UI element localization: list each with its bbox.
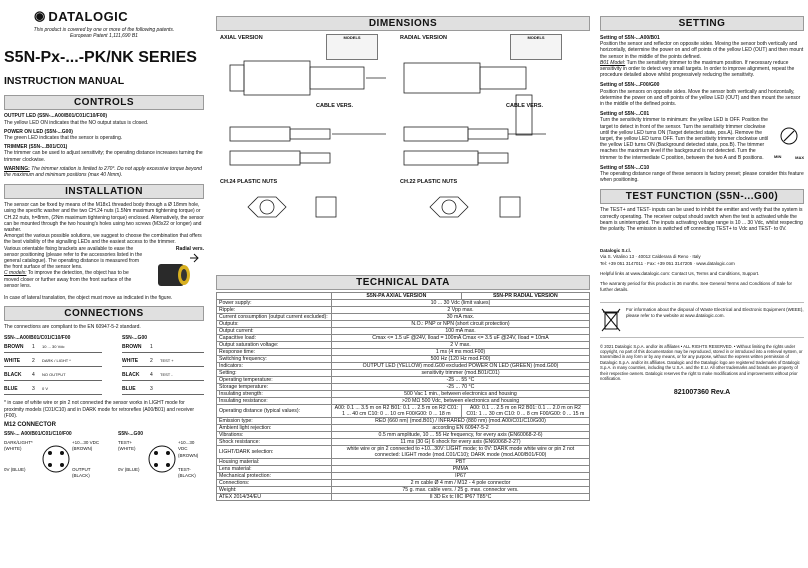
spec-value: Cmax <= 1.5 uF @24V, Iload = 100mA Cmax <= 3.5 uF @24V, Iload = 10mA: [332, 335, 590, 342]
wiring-right-title: S5N-...G00: [122, 335, 148, 342]
spec-row: [217, 349, 590, 356]
weee-notice: [600, 302, 804, 338]
spec-value: 11 ms (30 G) 6 shock for every axis (EN60068-2-27): [332, 439, 590, 446]
spec-row: [217, 335, 590, 342]
setting-title: Setting of S5N-...A00/B01: [600, 35, 660, 41]
wiring-left-title: S5N-...A00/B01/C01/C10/F00: [4, 335, 71, 342]
m12-pin-label: TEST- (BLACK): [178, 467, 196, 479]
wire-color: BROWN: [122, 343, 142, 350]
spec-label: Housing material:: [217, 459, 332, 466]
spec-label: Ripple:: [217, 307, 332, 314]
middle-column: [216, 0, 590, 568]
spec-row: [217, 328, 590, 335]
cable-label: CABLE VERS.: [316, 103, 353, 109]
test-text: The TEST+ and TEST- inputs can be used to inhibit the emitter and verify that the system is correctly operating. The receiver output should switch when the test is activated while the beam is uninterrupted. The inputs activating voltage range is 10 ... 30 Vdc, whilst respecting the polarity. The emission is switched off connecting TEST+ to Vdc and TEST- to 0V.: [600, 207, 803, 233]
control-title: TRIMMER (S5N-...B01/C01): [4, 144, 68, 151]
series-title: S5N-Px-...-PK/NK SERIES: [4, 49, 197, 67]
wire-function: NO OUTPUT: [42, 372, 66, 378]
wire-pin-number: 2: [32, 357, 35, 364]
c-models-label: C models:: [4, 270, 27, 277]
spec-label: Setting:: [217, 370, 332, 377]
wire-function: TEST +: [160, 358, 174, 364]
control-text: The yellow LED ON indicates that the NO output status is closed.: [4, 119, 149, 126]
spec-label: Emission type:: [217, 418, 332, 425]
company-info: [600, 248, 804, 293]
left-column: [4, 0, 204, 568]
technical-heading: TECHNICAL DATA: [216, 275, 590, 290]
weee-bin-icon: [600, 307, 622, 333]
wire-row: [4, 355, 102, 367]
control-title: OUTPUT LED (S5N-...A00/B01/C01/C10/F00): [4, 113, 108, 120]
spec-label: LIGHT/DARK selection:: [217, 446, 332, 459]
column-header-axial: S5N-PA AXIAL VERSION: [332, 293, 462, 300]
spec-value: 0.5 mm amplitude, 10 ... 55 Hz frequency, for every axis (EN60068-2-6): [332, 432, 590, 439]
m12-pin-label: OUTPUT (BLACK): [72, 467, 91, 479]
spec-value: IP67: [332, 473, 590, 480]
m12-pin-label: +10...30 VDC (BROWN): [178, 440, 199, 458]
spec-row: [217, 473, 590, 480]
spec-row: [217, 307, 590, 314]
spec-value: 75 g. max. cable vers. / 25 g. max. connector vers.: [332, 487, 590, 494]
datalogic-logo: [34, 8, 204, 24]
spec-row: [217, 370, 590, 377]
m12-pin-label: 0V (BLUE): [4, 467, 26, 473]
radial-label: RADIAL VERSION: [400, 35, 447, 41]
spec-value: 100 mA max.: [332, 328, 590, 335]
control-title: POWER ON LED (S5N-...G00): [4, 128, 73, 135]
knob-max-label: MAX: [795, 154, 804, 160]
warranty-text: The warranty period for this product is 36 months. See General Terms and Conditions of Sale for further details.: [600, 281, 793, 293]
spec-label: Outputs:: [217, 321, 332, 328]
wire-pin-number: 4: [150, 371, 153, 378]
wire-color: BLUE: [122, 385, 136, 392]
wire-pin-number: 2: [150, 357, 153, 364]
spec-value: 10 ... 30 Vdc (limit values): [332, 300, 590, 307]
spec-value: according EN 60947-5-2: [332, 425, 590, 432]
installation-text: Various orientable fixing brackets are available to ease the sensor positioning (please refer to the accessories listed in the general catalogue). The operating distance is measured from the front surface of the sensor lens.: [4, 245, 143, 271]
spec-value: 2 m cable Ø 4 mm / M12 - 4 pole connector: [332, 480, 590, 487]
m12-left-title: S5N-... A00/B01/C01/C10/F00: [4, 431, 72, 438]
cable-label: CABLE VERS.: [506, 103, 543, 109]
spec-label: Shock resistance:: [217, 439, 332, 446]
m12-pin-label: TEST+ (WHITE): [118, 440, 136, 452]
spec-row: [217, 418, 590, 425]
spec-value: PMMA: [332, 466, 590, 473]
wire-pin-number: 3: [32, 385, 35, 392]
models-label: MODELS: [527, 35, 545, 40]
spec-value: 500 Vac 1 min., between electronics and housing: [332, 391, 590, 398]
spec-value: RED (660 nm) (mod.B01) / INFRARED (880 nm) (mod.A00/C01/C10/G00): [332, 418, 590, 425]
controls-section: [4, 113, 204, 178]
spec-row: [217, 439, 590, 446]
spec-value: PBT: [332, 459, 590, 466]
axial-label: AXIAL VERSION: [220, 35, 263, 41]
wire-color: BLUE: [4, 385, 18, 392]
setting-text: Position the sensors on opposite sides. Move the sensor both vertically and horizontally, determine the power on and off points of the yellow LED (OUT) and then mount the sensor in the middle of the defined points.: [600, 88, 801, 108]
spec-value: 2 Vpp max.: [332, 307, 590, 314]
company-name: Datalogic S.r.l.: [600, 248, 632, 254]
wire-row: [122, 341, 204, 353]
installation-text: To improve the detection, the object has to be moved closer or further away from the front surface of the sensor lens.: [4, 270, 132, 289]
spec-label: Current consumption (output current excluded):: [217, 314, 332, 321]
sensor-drawing-icon: [146, 252, 204, 290]
right-column: [600, 0, 804, 568]
m12-pin-label: DARK/LIGHT* (WHITE): [4, 440, 33, 452]
setting-text: Position the sensor and reflector on opposite sides. Moving the sensor both vertically and horizontally, determine the power on and off points of the yellow LED (OUT) and then mount the sensor in the middle of the points defined.: [600, 41, 804, 60]
m12-pin-label: 0V (BLUE): [118, 467, 140, 473]
m12-title: M12 CONNECTOR: [4, 422, 56, 429]
spec-row: [217, 377, 590, 384]
spec-row: [217, 432, 590, 439]
spec-row: [217, 314, 590, 321]
spec-label: ATEX 2014/34/EU: [217, 494, 332, 501]
wire-row: [122, 369, 204, 381]
spec-row: [217, 321, 590, 328]
spec-value: 30 mA max.: [332, 314, 590, 321]
helpful-links: Helpful links at www.datalogic.com: Contact Us, Terms and Conditions, Support.: [600, 270, 760, 276]
spec-label: Insulating strength:: [217, 391, 332, 398]
wire-function: 0 V: [42, 386, 49, 392]
spec-value-radial: A00: 0.1 ... 2.5 m on R2 B01: 0.1 ... 2.0 m on R2 C01: 1 ... 30 cm C10: 0 ... 8 cm F00/G00: 0 ... 15 m: [461, 405, 589, 418]
spec-label: Power supply:: [217, 300, 332, 307]
installation-text: The sensor can be fixed by means of the M18x1 threaded body through a Ø 18mm hole, using the specific washer and the two CH.24 nuts (1.5Nm maximum tightening torque) or CH.22 nuts, h=8mm, (2Nm maximum tightening torque) enclosed. Alternatively, the sensor can be mounted through the two housing's holes using two screws (M3x22 or longer) and washer.: [4, 202, 204, 234]
m12-right-title: S5N-...G00: [118, 431, 144, 438]
radial-label: Radial vers.: [175, 245, 204, 252]
wire-color: BLACK: [4, 371, 22, 378]
manual-title: INSTRUCTION MANUAL: [4, 75, 125, 88]
wire-color: WHITE: [4, 357, 21, 364]
m12-right: [118, 431, 204, 481]
spec-value: OUTPUT LED (YELLOW) mod.G00 excluded POWER ON LED (GREEN) (mod.G00): [332, 363, 590, 370]
spec-row: [217, 384, 590, 391]
wire-row: [122, 355, 204, 367]
technical-table: [216, 292, 590, 501]
spec-value: 500 Hz (120 Hz mod.F00): [332, 356, 590, 363]
datalogic-mark-icon: ◉: [34, 8, 46, 23]
spec-value: 1 ms (4 ms mod.F00): [332, 349, 590, 356]
connections-intro: The connections are compliant to the EN 60947-5-2 standard.: [4, 324, 141, 331]
spec-label: Output saturation voltage:: [217, 342, 332, 349]
wire-row: [4, 383, 102, 395]
wire-color: BLACK: [122, 371, 140, 378]
spec-value: >20 MΩ 500 Vdc, between electronics and housing: [332, 398, 590, 405]
spec-label: Ambient light rejection:: [217, 425, 332, 432]
wiring-right: [122, 335, 204, 397]
spec-row: [217, 425, 590, 432]
spec-value: sensitivity trimmer (mod.B01/C01): [332, 370, 590, 377]
dimensions-drawing-icon: [216, 31, 590, 247]
wire-row: [4, 369, 102, 381]
test-heading: TEST FUNCTION (S5N-...G00): [600, 189, 804, 204]
spec-label: Indicators:: [217, 363, 332, 370]
spec-row: [217, 405, 590, 418]
column-header-radial: S5N-PR RADIAL VERSION: [461, 293, 589, 300]
spec-label: Weight:: [217, 487, 332, 494]
copyright-text: © 2021 Datalogic S.p.A. and/or its affiliates • ALL RIGHTS RESERVED. • Without limiting the rights under copyright, no part of this documentation may be reproduced, stored in or introduced into a retrieval system, or transmitted in any form or by any means, or for any purpose, without the express written permission of Datalogic S.p.A. and/or its affiliates. Datalogic and the Datalogic logo are registered trademarks of Datalogic S.p.A. in many countries, including the U.S.A. and the E.U. All other trademarks and brands are property of their respective owners. Datalogic reserves the right to make modifications and improvements without prior notification.: [600, 343, 803, 381]
company-address: Via S. Vitalino 13 · 40012 Calderara di Reno · Italy: [600, 254, 701, 260]
setting-title: Setting of S5N-...F00/G00: [600, 82, 660, 89]
wiring-diagrams: [4, 335, 204, 397]
models-label: MODELS: [343, 35, 361, 40]
spec-label: Operating distance (typical values):: [217, 405, 332, 418]
spec-value: -25 ... 55 °C: [332, 377, 590, 384]
nuts-label: CH.22 PLASTIC NUTS: [400, 179, 458, 185]
spec-value: 2 V max.: [332, 342, 590, 349]
spec-value: II 3D Ex tc IIIC IP67 T85°C: [332, 494, 590, 501]
spec-row: [217, 494, 590, 501]
knob-min-label: MIN: [774, 154, 782, 160]
spec-row: [217, 363, 590, 370]
patent-coverage: This product is covered by one or more of the following patents.: [33, 27, 175, 33]
trimmer-knob-icon: [774, 123, 804, 149]
m12-left: [4, 431, 102, 481]
spec-label: Response time:: [217, 349, 332, 356]
brand-name: DATALOGIC: [48, 8, 129, 24]
wire-pin-number: 1: [150, 343, 153, 350]
installation-section: [4, 202, 204, 301]
connections-footnote: * in case of white wire or pin 2 not connected the sensor works in LIGHT mode for proximity models (C01/C10) and in DARK mode for retroreflex (A00/B01) and receiver (F00).: [4, 400, 195, 419]
installation-text: Amongst the various possible solutions, we suggest to choose the combination that offers the best visibility of the signalling LEDs and the easiest access to the trimmer.: [4, 233, 202, 246]
spec-value-axial: A00: 0.1 ... 3.5 m on R2 B01: 0.1 ... 2.5 m on R2 C01: 1 ... 40 cm C10: 0 ... 10 cm F00/G00: 0 ... 18 m: [332, 405, 462, 418]
spec-row: [217, 487, 590, 494]
spec-row: [217, 398, 590, 405]
radial-sensor-figure: [146, 246, 204, 295]
wiring-left: [4, 335, 102, 397]
dimension-drawings: [216, 31, 590, 247]
control-text: The trimmer can be used to adjust sensitivity; the operating distance increases turning the trimmer clockwise.: [4, 150, 203, 163]
spec-label: Insulating resistance:: [217, 398, 332, 405]
setting-text: Turn the sensitivity trimmer to minimum: the yellow LED is OFF. Position the target to detect in front of the sensor. Turn the sensitivity trimmer clockwise until the yellow LED turns ON (Target detected state, pos.A). Remove the target, the yellow LED turns OFF. Turn the sensitivity trimmer clockwise until the yellow LED turns ON (Background detected state, pos.B). The trimmer reaches the maximum level if the background is not detected. Turn the trimmer to the intermediate C position, between the two A and B positions.: [600, 117, 769, 161]
nuts-label: CH.24 PLASTIC NUTS: [220, 179, 278, 185]
spec-row: [217, 342, 590, 349]
control-text: The green LED indicates that the sensor is operating.: [4, 135, 123, 142]
wire-row: [4, 341, 102, 353]
m12-pin-label: +10...30 VDC (BROWN): [72, 440, 100, 452]
spec-label: Mechanical protection:: [217, 473, 332, 480]
company-phone: Tel: +39 051 3147011 · Fax: +39 051 3147205 · www.datalogic.com: [600, 260, 735, 266]
setting-title: Setting of S5N-...C10: [600, 164, 650, 171]
wire-color: WHITE: [122, 357, 139, 364]
b01-note-label: B01 Model:: [600, 59, 626, 66]
installation-heading: INSTALLATION: [4, 184, 204, 199]
spec-label: Lens material:: [217, 466, 332, 473]
spec-row: [217, 391, 590, 398]
spec-row: [217, 459, 590, 466]
wire-row: [122, 383, 204, 395]
dimensions-heading: DIMENSIONS: [216, 16, 590, 31]
spec-label: Output current:: [217, 328, 332, 335]
wire-color: BROWN: [4, 343, 24, 350]
setting-text: The operating distance range of these sensors is factory preset; please consider this feature when positioning.: [600, 171, 804, 184]
wire-function: 10 ... 30 Vdc: [42, 344, 65, 350]
controls-heading: CONTROLS: [4, 95, 204, 110]
setting-text: Turn the sensitivity trimmer to the maximum position. If necessary reduce sensitivity in order to detect very small targets. In order to improve alignment, repeat the procedure detailed above whilst progressively reducing the sensitivity.: [600, 59, 795, 79]
spec-row: [217, 466, 590, 473]
setting-title: Setting of S5N-...C01: [600, 111, 650, 118]
spec-value: white wire or pin 2 connected to +10...30V: LIGHT mode; to 0V: DARK mode white wire or pin 2 not connected: LIGHT mode (mod.C01/C10); DARK mode (mod.A00/B01/F00): [332, 446, 590, 459]
trimmer-figure: [774, 117, 804, 160]
wire-function: TEST -: [160, 372, 173, 378]
spec-label: Operating temperature:: [217, 377, 332, 384]
spec-row: [217, 480, 590, 487]
spec-value: N.O.: PNP or NPN (short circuit protection): [332, 321, 590, 328]
connections-heading: CONNECTIONS: [4, 306, 204, 321]
spec-row: [217, 356, 590, 363]
spec-label: Storage temperature:: [217, 384, 332, 391]
m12-diagrams: [4, 431, 204, 481]
spec-value: -25 ... 70 °C: [332, 384, 590, 391]
spec-label: Vibrations:: [217, 432, 332, 439]
patent-number: European Patent 1,111,690 B1: [70, 33, 138, 40]
spec-row: [217, 446, 590, 459]
wire-pin-number: 3: [150, 385, 153, 392]
document-number: 821007360 Rev.A: [673, 389, 731, 397]
wire-function: DARK / LIGHT *: [42, 358, 71, 364]
warning-text: The trimmer rotation is limited to 270°. Do not apply excessive torque beyond the maximum and minimum positions (max 40 Nmm).: [4, 165, 202, 179]
spec-label: Capacitive load:: [217, 335, 332, 342]
setting-heading: SETTING: [600, 16, 804, 31]
setting-section: [600, 35, 804, 183]
wire-pin-number: 1: [32, 343, 35, 350]
installation-text: In case of lateral translation, the object must move as indicated in the figure.: [4, 294, 173, 301]
wire-pin-number: 4: [32, 371, 35, 378]
spec-label: Switching frequency:: [217, 356, 332, 363]
spec-label: Connections:: [217, 480, 332, 487]
warning-label: WARNING:: [4, 165, 30, 172]
spec-row: [217, 300, 590, 307]
weee-text: For information about the disposal of Waste Electrical and Electronic Equipment (WEEE), please refer to the website at www.datalogic.com.: [626, 306, 804, 318]
